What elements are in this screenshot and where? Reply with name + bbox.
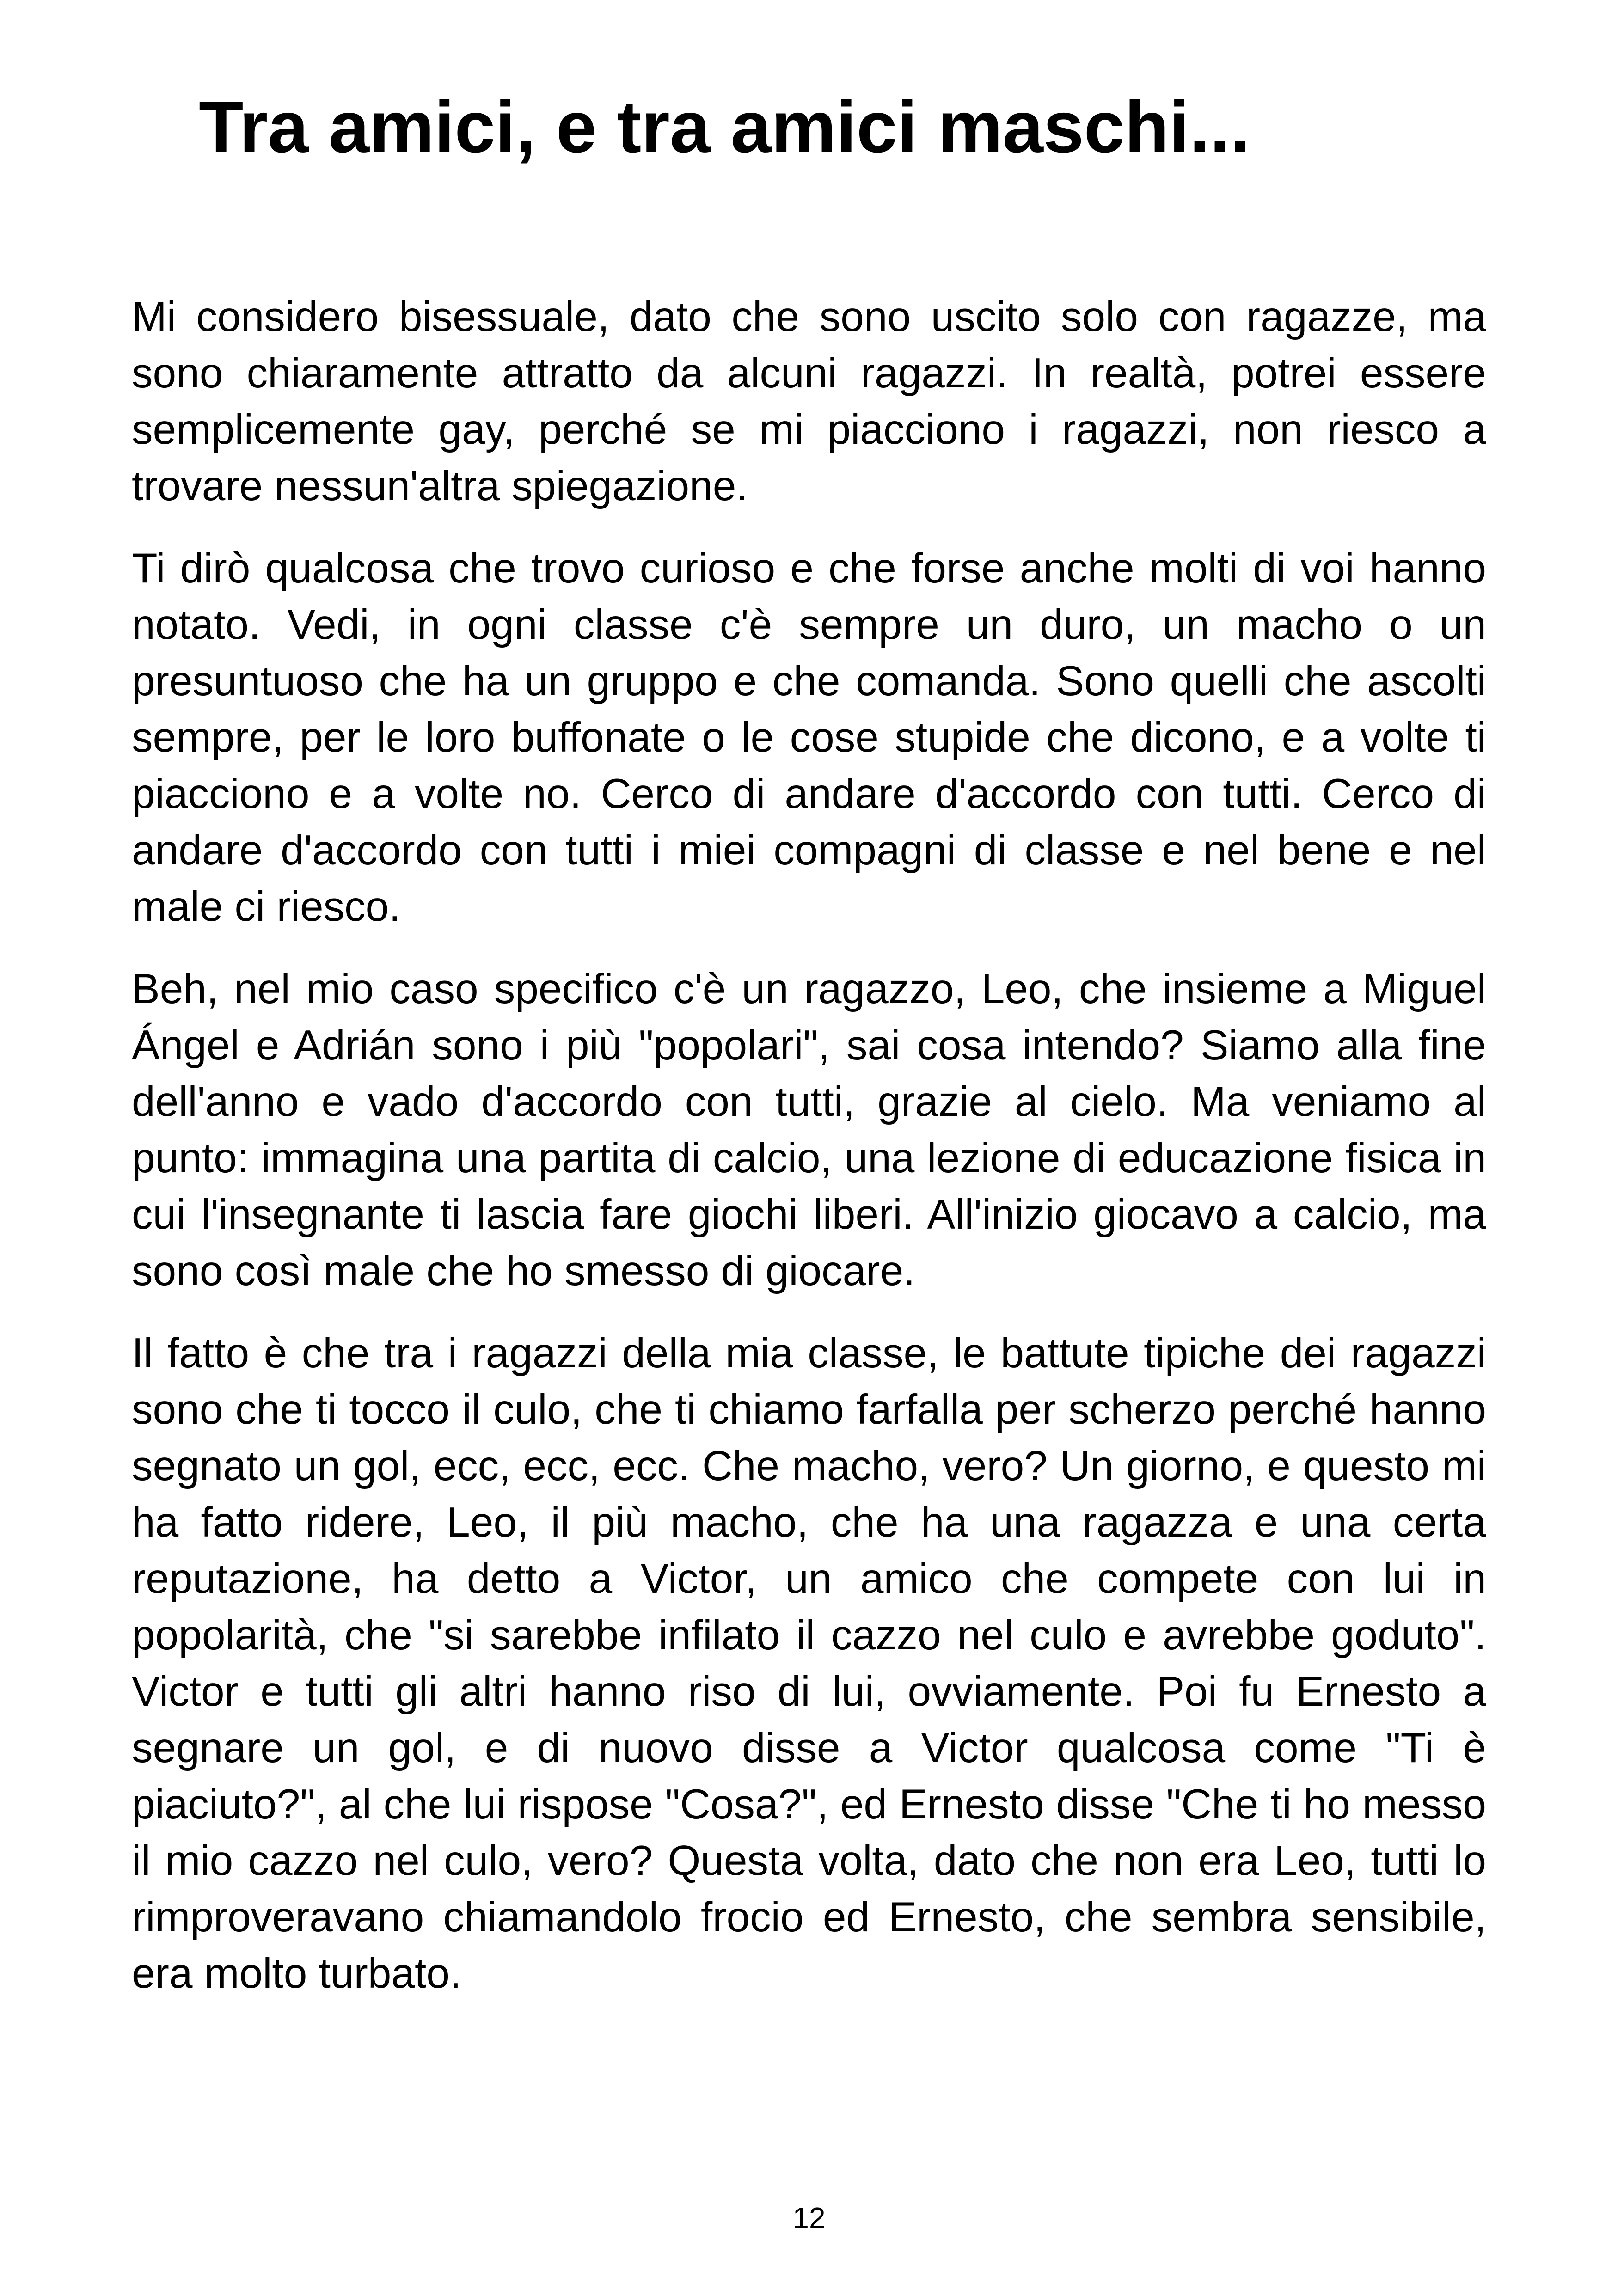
body-text bbox=[132, 289, 1486, 2028]
paragraph-4: Il fatto è che tra i ragazzi della mia classe, le battute tipiche dei ragazzi sono che ti tocco il culo, che ti chiamo farfalla per scherzo perché hanno segnato un gol, ecc, ecc, ecc. Che macho, vero? Un giorno, e questo mi ha fatto ridere, Leo, il più macho, che ha una ragazza e una certa reputazione, ha detto a Victor, un amico che compete con lui in popolarità, che "si sarebbe infilato il cazzo nel culo e avrebbe goduto". Victor e tutti gli altri hanno riso di lui, ovviamente. Poi fu Ernesto a segnare un gol, e di nuovo disse a Victor qualcosa come "Ti è piaciuto?", al che lui rispose "Cosa?", ed Ernesto disse "Che ti ho messo il mio cazzo nel culo, vero? Questa volta, dato che non era Leo, tutti lo rimproveravano chiamandolo frocio ed Ernesto, che sembra sensibile, era molto turbato. bbox=[132, 1330, 1486, 1997]
paragraph-1: Mi considero bisessuale, dato che sono uscito solo con ragazze, ma sono chiaramente attratto da alcuni ragazzi. In realtà, potrei essere semplicemente gay, perché se mi piacciono i ragazzi, non riesco a trovare nessun'altra spiegazione. bbox=[132, 294, 1486, 509]
page-title: Tra amici, e tra amici maschi... bbox=[199, 86, 1250, 168]
paragraph-2: Ti dirò qualcosa che trovo curioso e che forse anche molti di voi hanno notato. Vedi, in ogni classe c'è sempre un duro, un macho o un presuntuoso che ha un gruppo e che comanda. Sono quelli che ascolti sempre, per le loro buffonate o le cose stupide che dicono, e a volte ti piacciono e a volte no. Cerco di andare d'accordo con tutti. Cerco di andare d'accordo con tutti i miei compagni di classe e nel bene e nel male ci riesco. bbox=[132, 545, 1486, 930]
paragraph-3: Beh, nel mio caso specifico c'è un ragazzo, Leo, che insieme a Miguel Ángel e Adrián sono i più "popolari", sai cosa intendo? Siamo alla fine dell'anno e vado d'accordo con tutti, grazie al cielo. Ma veniamo al punto: immagina una partita di calcio, una lezione di educazione fisica in cui l'insegnante ti lascia fare giochi liberi. All'inizio giocavo a calcio, ma sono così male che ho smesso di giocare. bbox=[132, 966, 1486, 1294]
page-number: 12 bbox=[792, 2201, 826, 2235]
